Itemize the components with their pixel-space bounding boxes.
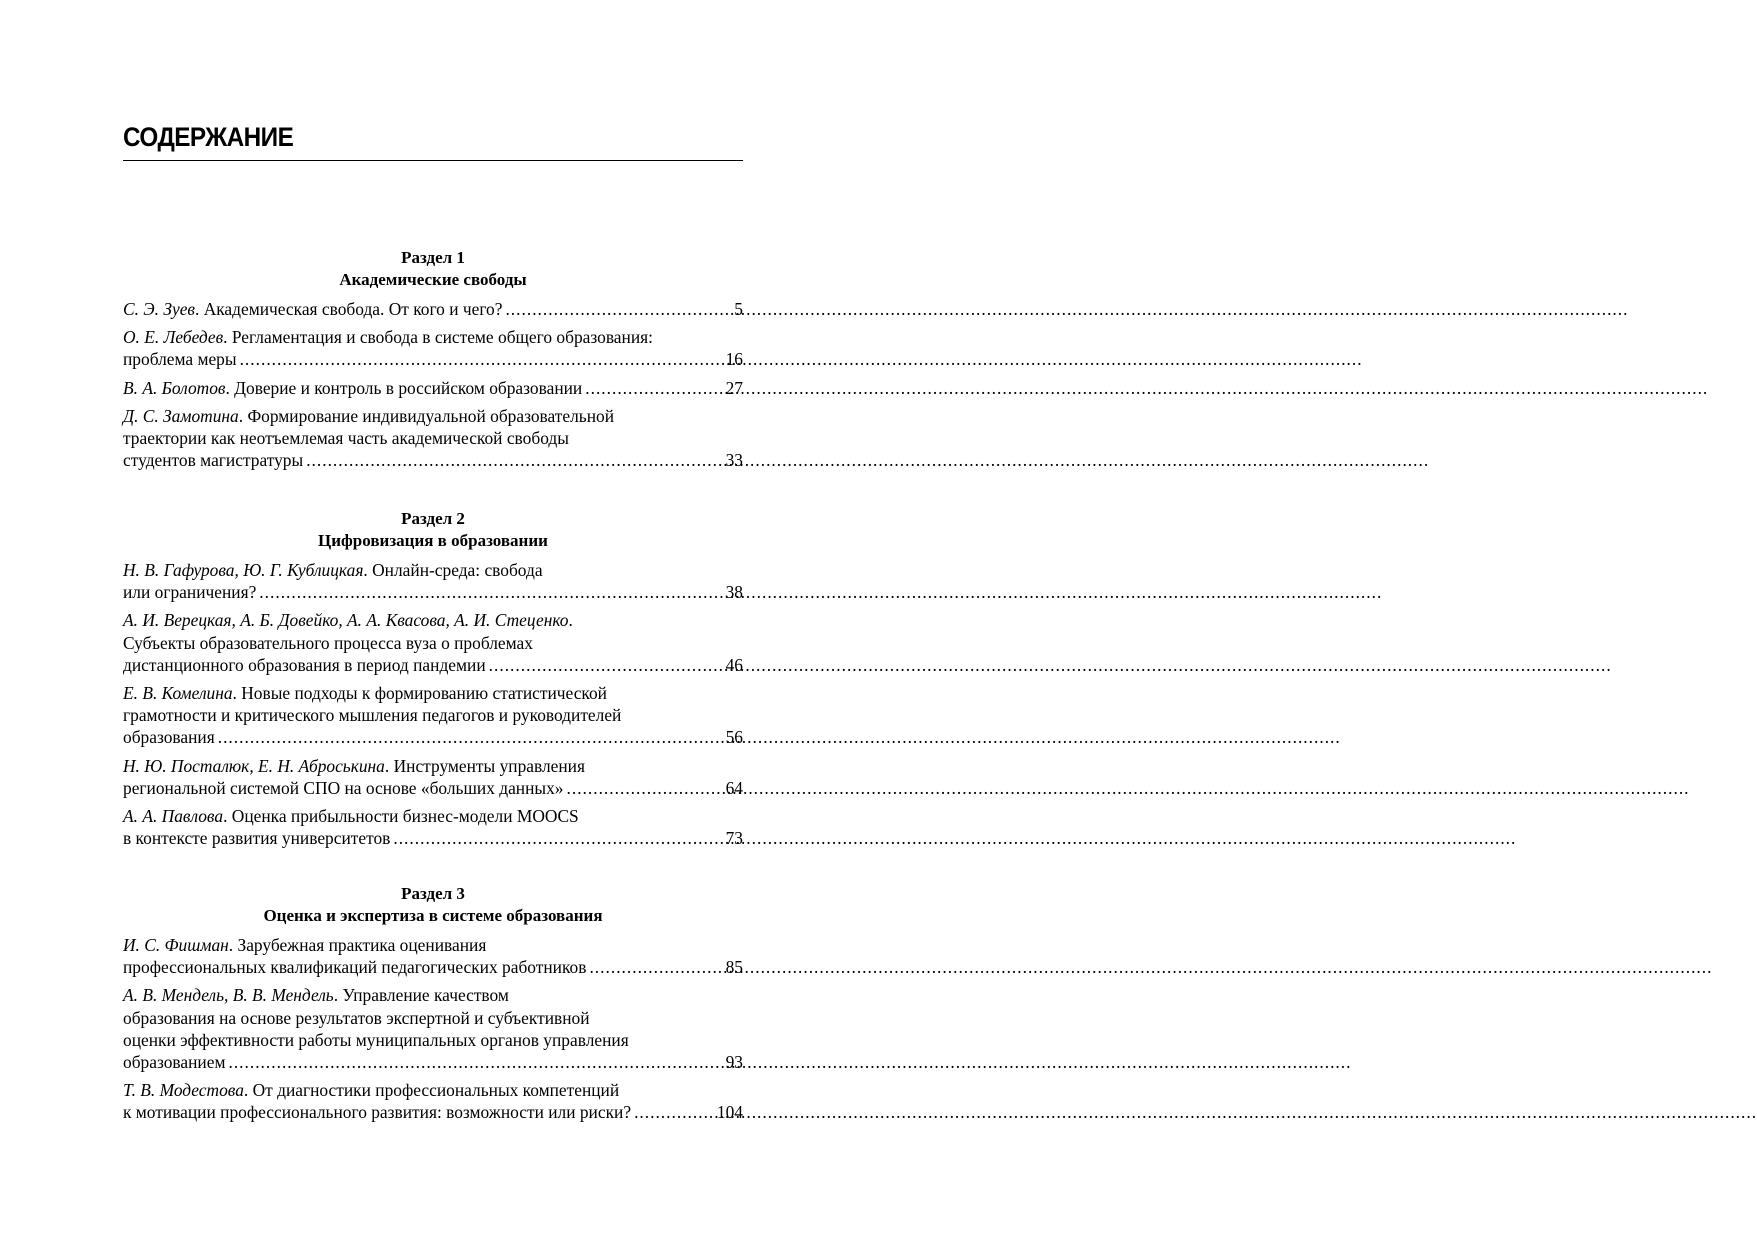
entry-line — [123, 581, 743, 603]
section-3 — [123, 883, 743, 1130]
entry-title-text: или ограничения? — [123, 582, 257, 603]
entry-title-text: Доверие и контроль в российском образовании — [234, 377, 583, 398]
entry-separator: . — [228, 935, 238, 955]
entry-title-text: студентов магистратуры — [123, 450, 304, 471]
entry-title-text: Оценка прибыльности бизнес-модели MOOCS — [231, 806, 579, 827]
entry-authors: А. А. Павлова — [123, 806, 224, 827]
dot-leader — [218, 726, 723, 748]
entry-title-text: образованием — [123, 1052, 226, 1073]
entry-line — [123, 405, 743, 427]
toc-entry — [123, 405, 743, 472]
entry-line — [123, 1029, 743, 1051]
title-rule — [123, 160, 743, 161]
entry-line — [123, 1079, 743, 1101]
entry-line-text — [123, 449, 303, 471]
entry-separator: . — [194, 299, 204, 319]
entry-line — [123, 348, 743, 370]
dot-leader — [589, 956, 722, 978]
entry-separator: . — [384, 755, 394, 776]
page-title: СОДЕРЖАНИЕ — [123, 122, 294, 152]
entry-title-text: региональной системой СПО на основе «больших данных» — [123, 777, 564, 798]
entry-title-text: Управление качеством — [342, 985, 509, 1006]
entry-line-text — [123, 1101, 631, 1123]
entry-page-number: 64 — [725, 777, 743, 798]
dot-leader — [259, 581, 722, 603]
entry-page-number: 33 — [725, 450, 743, 471]
dot-leader — [228, 1051, 722, 1073]
entry-authors: И. С. Фишман — [123, 935, 229, 955]
entry-line — [123, 704, 743, 726]
entry-page-number: 73 — [725, 828, 743, 849]
entry-line — [123, 427, 743, 449]
entry-authors: О. Е. Лебедев — [123, 327, 224, 348]
entry-line — [123, 726, 743, 748]
toc-entry — [123, 984, 743, 1073]
entry-line-text — [123, 726, 215, 748]
entry-separator: . — [568, 610, 573, 631]
entry-title-text: профессиональных квалификаций педагогических работников — [123, 957, 587, 978]
entry-line-text — [123, 956, 586, 978]
toc-entry — [123, 934, 743, 978]
entry-line — [123, 682, 743, 704]
section-1 — [123, 247, 743, 477]
entry-separator: . — [243, 1080, 253, 1101]
entry-line — [123, 777, 743, 799]
toc-entry — [123, 1079, 743, 1123]
section-number: Раздел 2 — [401, 509, 465, 528]
entry-title-text: проблема меры — [123, 349, 237, 370]
entry-line — [123, 298, 743, 320]
entry-page-number: 27 — [725, 377, 743, 398]
entry-line-text — [123, 377, 582, 399]
section-title: Академические свободы — [339, 270, 527, 289]
entry-line-text — [123, 654, 486, 676]
entry-line — [123, 609, 743, 631]
section-title: Цифровизация в образовании — [318, 531, 548, 550]
entry-line-text — [123, 1051, 225, 1073]
entry-line-text — [123, 777, 564, 799]
entry-title-text: Новые подходы к формированию статистической — [241, 683, 607, 704]
entry-authors: Т. В. Модестова — [123, 1080, 244, 1101]
entry-page-number: 5 — [734, 299, 743, 319]
toc-page — [0, 0, 875, 1241]
dot-leader — [567, 777, 723, 799]
toc-entry — [123, 377, 743, 399]
toc-entry — [123, 559, 743, 603]
entry-authors: А. И. Верецкая, А. Б. Довейко, А. А. Квасова, А. И. Стеценко — [123, 610, 569, 631]
entry-page-number: 38 — [725, 582, 743, 603]
entry-separator: . — [333, 985, 343, 1006]
entry-line — [123, 934, 743, 956]
toc-entry — [123, 755, 743, 799]
section-entries — [123, 934, 743, 1124]
entry-line — [123, 805, 743, 827]
entry-page-number: 16 — [725, 349, 743, 370]
entry-line-text — [123, 581, 256, 603]
entry-title-text: Зарубежная практика оценивания — [237, 935, 487, 955]
entry-title-text: к мотивации профессионального развития: возможности или риски? — [123, 1102, 632, 1123]
entry-title-text: образования — [123, 727, 215, 748]
entry-line-text — [123, 827, 390, 849]
entry-page-number: 56 — [725, 727, 743, 748]
entry-line — [123, 1101, 743, 1123]
toc-entry — [123, 682, 743, 749]
entry-page-number: 85 — [725, 957, 743, 978]
section-title: Оценка и экспертиза в системе образования — [263, 906, 603, 925]
entry-separator: . — [225, 377, 235, 398]
entry-title-text: образования на основе результатов экспертной и субъективной — [123, 1007, 590, 1028]
entry-separator: . — [238, 405, 248, 426]
entry-line — [123, 559, 743, 581]
entry-title-text: в контексте развития университетов — [123, 828, 391, 849]
entry-separator: . — [232, 683, 242, 704]
entry-line — [123, 632, 743, 654]
entry-authors: А. В. Мендель, В. В. Мендель — [123, 985, 334, 1006]
toc-entry — [123, 805, 743, 849]
dot-leader — [634, 1101, 714, 1123]
entry-title-text: траектории как неотъемлемая часть академической свободы — [123, 428, 569, 449]
entry-title-text: дистанционного образования в период пандемии — [123, 654, 486, 675]
entry-line — [123, 956, 743, 978]
entry-line — [123, 326, 743, 348]
entry-authors: Н. В. Гафурова, Ю. Г. Кублицкая — [123, 560, 364, 580]
entry-title-text: От диагностики профессиональных компетенций — [252, 1080, 620, 1101]
dot-leader — [489, 654, 723, 676]
entry-separator: . — [223, 327, 232, 348]
entry-authors: Д. С. Замотина — [123, 405, 239, 426]
dot-leader — [306, 449, 722, 471]
entry-title-text: Онлайн-среда: свобода — [372, 560, 543, 580]
entry-line — [123, 755, 743, 777]
dot-leader — [393, 827, 722, 849]
dot-leader — [585, 377, 722, 399]
toc-entry — [123, 298, 743, 320]
section-entries — [123, 559, 743, 849]
entry-line — [123, 827, 743, 849]
section-number: Раздел 3 — [401, 884, 465, 903]
entry-page-number: 93 — [725, 1052, 743, 1073]
entry-title-text: Академическая свобода. От кого и чего? — [203, 299, 503, 319]
entry-line — [123, 984, 743, 1006]
entry-line — [123, 1007, 743, 1029]
entry-line-text — [123, 348, 237, 370]
dot-leader — [240, 348, 723, 370]
toc-entry — [123, 609, 743, 676]
entry-page-number: 104 — [716, 1102, 743, 1123]
entry-authors: В. А. Болотов — [123, 377, 226, 398]
entry-title-text: Формирование индивидуальной образовательной — [247, 405, 615, 426]
entry-page-number: 46 — [725, 654, 743, 675]
entry-authors: Н. Ю. Посталюк, Е. Н. Аброськина — [123, 755, 385, 776]
entry-line — [123, 1051, 743, 1073]
entry-title-text: грамотности и критического мышления педагогов и руководителей — [123, 705, 622, 726]
entry-line-text — [123, 298, 502, 320]
entry-title-text: Регламентация и свобода в системе общего образования: — [231, 327, 653, 348]
entry-authors: С. Э. Зуев — [123, 299, 195, 319]
entry-title-text: оценки эффективности работы муниципальных органов управления — [123, 1029, 629, 1050]
section-2 — [123, 508, 743, 855]
entry-line — [123, 449, 743, 471]
entry-separator: . — [363, 560, 373, 580]
section-entries — [123, 298, 743, 471]
section-number: Раздел 1 — [401, 248, 465, 267]
dot-leader — [505, 298, 731, 320]
entry-line — [123, 377, 743, 399]
entry-line — [123, 654, 743, 676]
entry-authors: Е. В. Комелина — [123, 683, 233, 704]
entry-separator: . — [223, 806, 232, 827]
toc-entry — [123, 326, 743, 370]
entry-title-text: Субъекты образовательного процесса вуза о проблемах — [123, 632, 533, 653]
entry-title-text: Инструменты управления — [393, 755, 585, 776]
